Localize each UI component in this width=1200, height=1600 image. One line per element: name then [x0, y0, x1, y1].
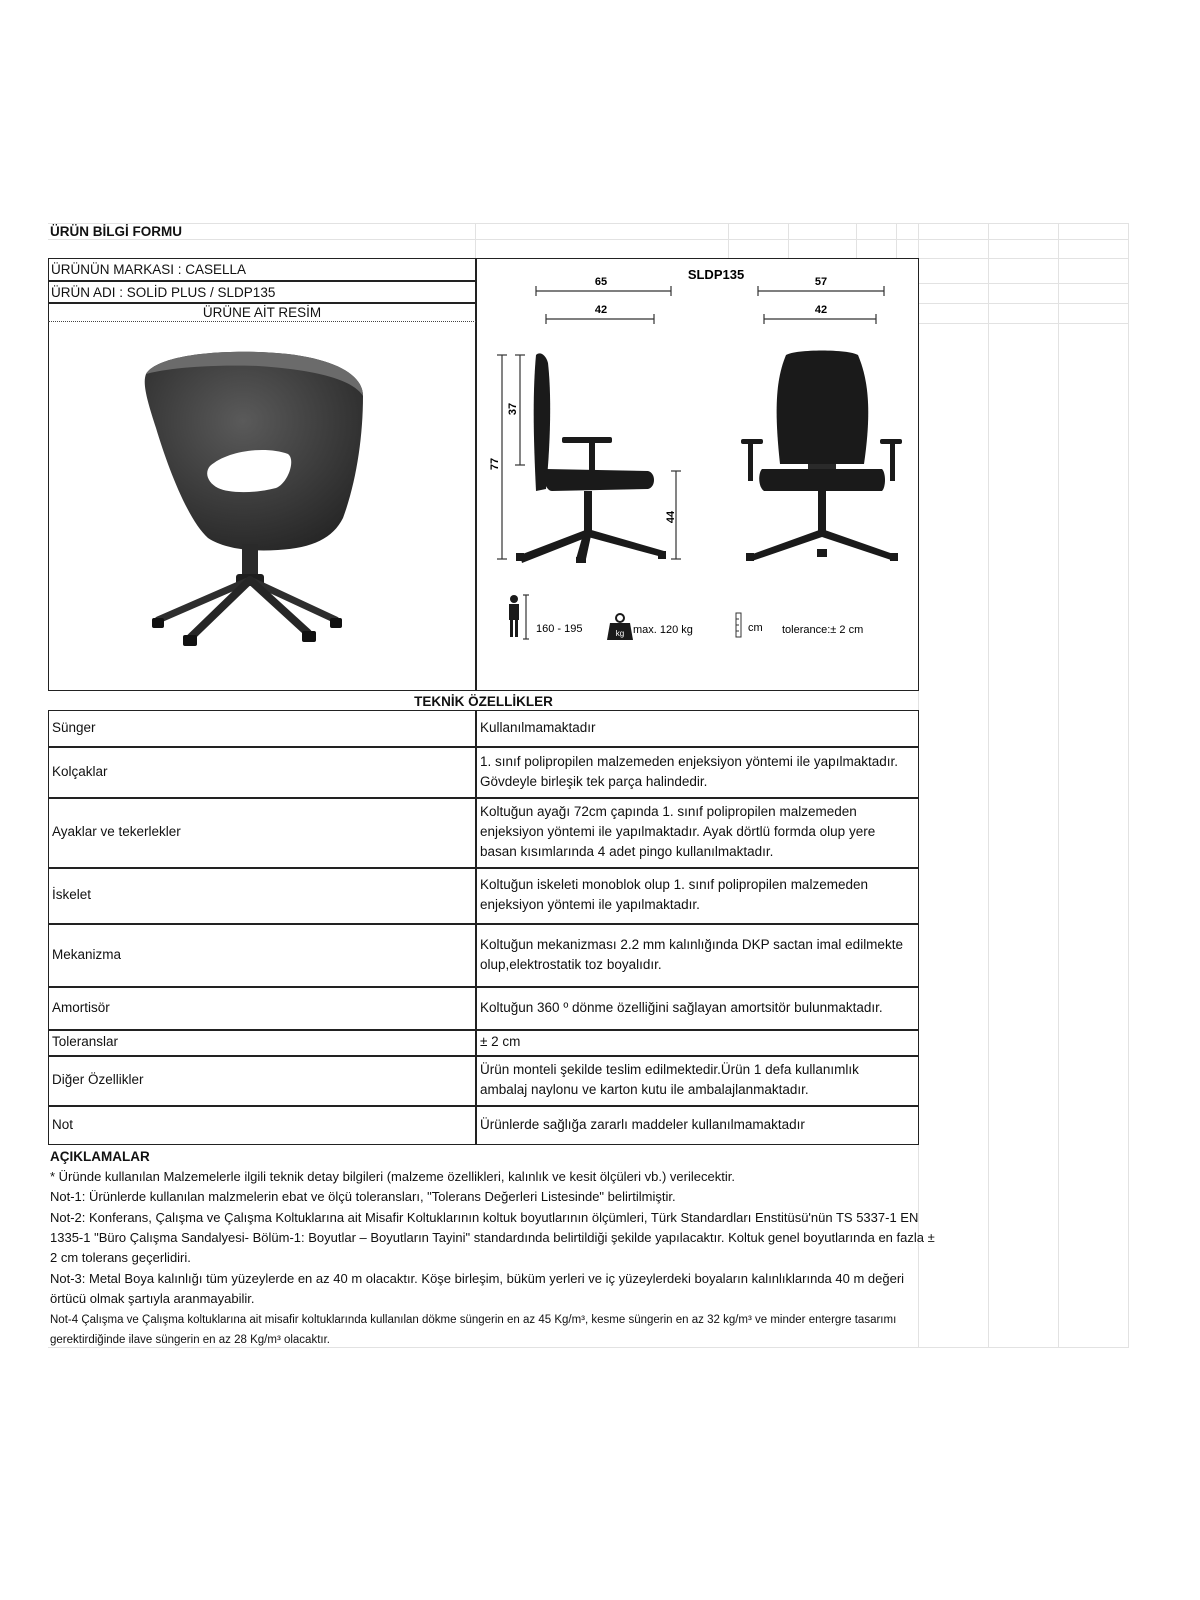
- note-0: * Üründe kullanılan Malzemelerle ilgili teknik detay bilgileri (malzeme özellikleri, kalınlık ve kesit ölçüleri vb.) verilecektir.: [50, 1169, 735, 1184]
- dim-total-height: 77: [489, 457, 501, 471]
- dim-seat-height: 44: [665, 510, 677, 524]
- brand-line: ÜRÜNÜN MARKASI : CASELLA: [51, 262, 247, 277]
- spec-value: Koltuğun iskeleti monoblok olup 1. sınıf polipropilen malzemeden enjeksiyon yöntemi ile yapılmaktadır.: [480, 877, 868, 912]
- spec-value: Ürünlerde sağlığa zararlı maddeler kullanılmamaktadır: [480, 1117, 805, 1132]
- note-3: Not-3: Metal Boya kalınlığı tüm yüzeylerde en az 40 m olacaktır. Köşe birleşim, büküm yerleri ve iç yüzeylerdeki boyaların kalınlıklarında 40 m değeri örtücü olmak şartıyla aranmayabilir.: [50, 1271, 905, 1306]
- user-height-icon: [509, 595, 529, 639]
- spec-value: 1. sınıf polipropilen malzemeden enjeksiyon yöntemi ile yapılmaktadır. Gövdeyle birleşik tek parça halindedir.: [480, 753, 898, 789]
- photo-label: ÜRÜNE AİT RESİM: [202, 305, 322, 320]
- spec-value: Koltuğun mekanizması 2.2 mm kalınlığında DKP sactan imal edilmekte olup,elektrostatik toz boyalıdır.: [480, 936, 903, 972]
- note-1: Not-1: Ürünlerde kullanılan malzmelerin ebat ve ölçü toleransları, "Tolerans Değerleri Listesinde" belirtilmiştir.: [50, 1189, 676, 1204]
- technical-drawing: [476, 259, 918, 689]
- tech-specs-header: TEKNİK ÖZELLİKLER: [414, 694, 553, 709]
- spec-value: ± 2 cm: [480, 1034, 521, 1049]
- unit-label: cm: [748, 622, 763, 634]
- spec-value: Koltuğun 360 º dönme özelliğini sağlayan amortsitör bulunmaktadır.: [480, 999, 883, 1015]
- form-title: ÜRÜN BİLGİ FORMU: [50, 224, 182, 239]
- spec-label: Diğer Özellikler: [52, 1072, 144, 1087]
- note-4: Not-4 Çalışma ve Çalışma koltuklarına ait misafir koltuklarında kullanılan dökme süngerin en az 45 Kg/m³, kesme süngerin en az 32 kg/m³ ve minder entergre tasarımı gerektirdiğinde ilave süngerin en az 28 Kg/m³ olacaktır.: [50, 1314, 897, 1346]
- spec-label: Ayaklar ve tekerlekler: [52, 824, 181, 839]
- product-photo: [138, 348, 368, 653]
- weight-icon-label: kg: [615, 629, 625, 638]
- front-view-chair: [741, 351, 902, 562]
- dim-side-width: 65: [594, 276, 608, 288]
- ruler-icon: [736, 613, 741, 637]
- spec-value: Ürün monteli şekilde teslim edilmektedir.Ürün 1 defa kullanımlık ambalaj naylonu ve karton kutu ile ambalajlanmaktadır.: [480, 1062, 859, 1097]
- product-name-line: ÜRÜN ADI : SOLİD PLUS / SLDP135: [51, 285, 276, 300]
- spec-value: Kullanılmamaktadır: [480, 720, 596, 735]
- spec-label: Sünger: [52, 720, 96, 735]
- dim-backrest-height: 37: [507, 402, 519, 416]
- dim-front-width: 57: [814, 276, 828, 288]
- spec-label: Not: [52, 1117, 74, 1132]
- dim-front-seat-width: 42: [814, 304, 828, 316]
- spec-value: Koltuğun ayağı 72cm çapında 1. sınıf polipropilen malzemeden enjeksiyon yöntemi ile yapılmaktadır. Ayak dörtlü formda olup yere basan kısımlarında 4 adet pingo kullanılmaktadır.: [480, 804, 876, 859]
- spec-label: Kolçaklar: [52, 763, 108, 779]
- dim-line-total-height: [497, 355, 507, 559]
- note-2: Not-2: Konferans, Çalışma ve Çalışma Koltuklarına ait Misafir Koltuklarının koltuk boyutlarının ölçümleri, Türk Standardları Enstitüsü'nün TS 5337-1 EN 1335-1 "Büro Çalışma Sandalyesi- Bölüm-1: Boyutlar – Boyutların Tayini" standardında belirtildiği şekilde yapılacaktır. Koltuk genel boyutlarında en fazla ± 2 cm tolerans geçerlidiri.: [50, 1210, 935, 1265]
- spec-label: Amortisör: [52, 999, 110, 1015]
- model-code: SLDP135: [687, 267, 745, 282]
- side-view-chair: [516, 353, 666, 563]
- spec-label: Toleranslar: [52, 1034, 119, 1049]
- max-load: max. 120 kg: [633, 624, 693, 636]
- tolerance-label: tolerance:± 2 cm: [782, 624, 864, 636]
- notes-title: AÇIKLAMALAR: [50, 1149, 150, 1164]
- user-height-range: 160 - 195: [536, 623, 583, 635]
- dim-side-seat-width: 42: [594, 304, 608, 316]
- product-info-sheet: [48, 223, 1158, 1383]
- spec-label: Mekanizma: [52, 946, 122, 962]
- spec-label: İskelet: [52, 887, 92, 902]
